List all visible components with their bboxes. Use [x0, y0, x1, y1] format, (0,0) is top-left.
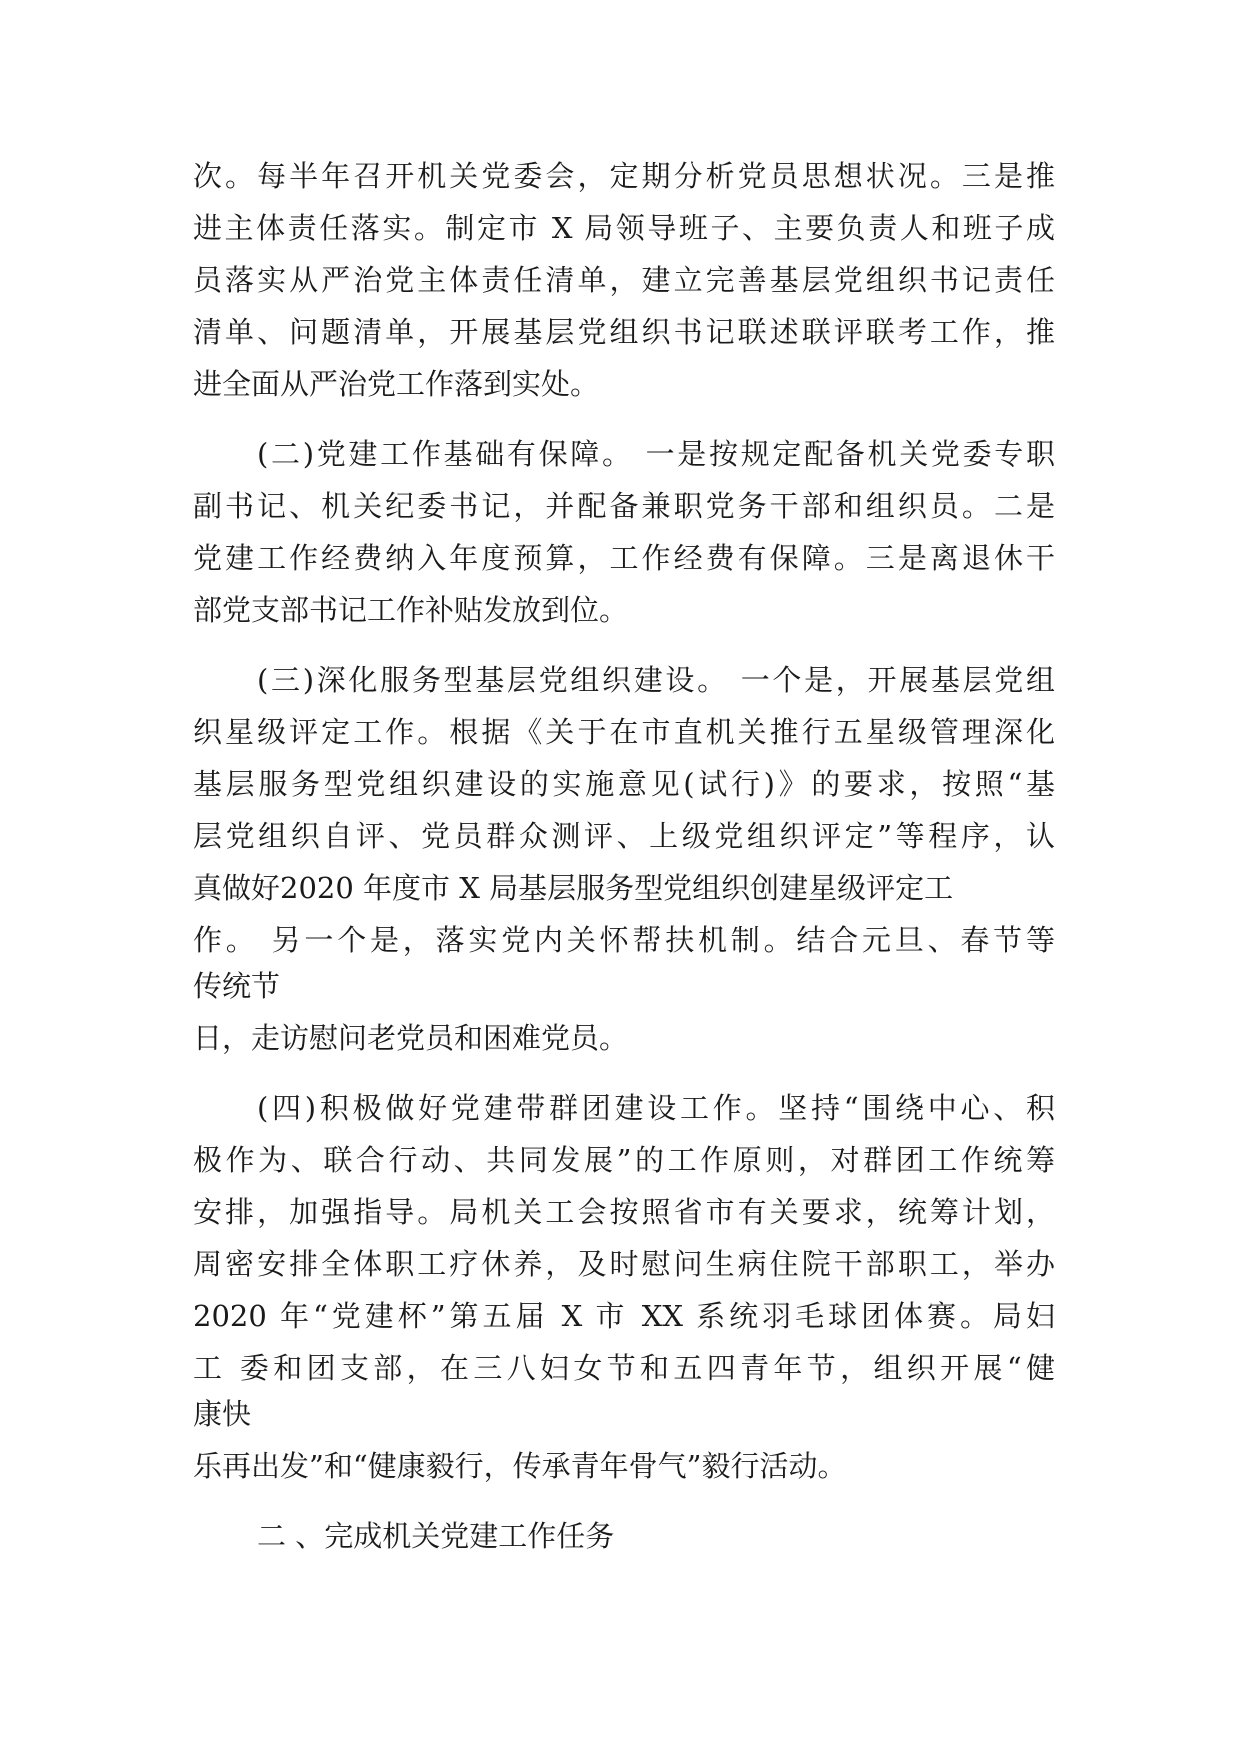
text-line: 进全面从严治党工作落到实处。	[193, 367, 600, 401]
text-line: 传统节	[193, 969, 281, 1003]
text-line: 次。每半年召开机关党委会，定期分析党员思想状况。三是推	[193, 159, 1055, 193]
paragraph-heading-3: (三)深化服务型基层党组织建设。 一个是，开展基层党组	[257, 663, 1055, 697]
text-line: 进主体责任落实。制定市 X 局领导班子、主要负责人和班子成	[193, 211, 1055, 245]
paragraph-heading-4: (四)积极做好党建带群团建设工作。坚持“围绕中心、积	[257, 1091, 1055, 1125]
paragraph-heading-2: (二)党建工作基础有保障。 一是按规定配备机关党委专职	[257, 437, 1055, 471]
text-line: 安排，加强指导。局机关工会按照省市有关要求，统筹计划，	[193, 1195, 1055, 1229]
text-line: 层党组织自评、党员群众测评、上级党组织评定”等程序，认	[193, 819, 1055, 853]
text-line: 基层服务型党组织建设的实施意见(试行)》的要求，按照“基	[193, 767, 1055, 801]
text-line: 真做好2020 年度市 X 局基层服务型党组织创建星级评定工	[193, 871, 954, 905]
text-line: 2020 年“党建杯”第五届 X 市 XX 系统羽毛球团体赛。局妇	[193, 1299, 1055, 1333]
text-line: 员落实从严治党主体责任清单，建立完善基层党组织书记责任	[193, 263, 1055, 297]
text-line: 康快	[193, 1397, 252, 1431]
text-line: 工 委和团支部，在三八妇女节和五四青年节，组织开展“健	[193, 1351, 1055, 1385]
section-heading: 二 、完成机关党建工作任务	[257, 1519, 615, 1553]
text-line: 极作为、联合行动、共同发展”的工作原则，对群团工作统筹	[193, 1143, 1055, 1177]
text-line: 乐再出发”和“健康毅行，传承青年骨气”毅行活动。	[193, 1449, 847, 1483]
text-line: 日，走访慰问老党员和困难党员。	[193, 1021, 629, 1055]
text-line: 清单、问题清单，开展基层党组织书记联述联评联考工作，推	[193, 315, 1055, 349]
text-line: 副书记、机关纪委书记，并配备兼职党务干部和组织员。二是	[193, 489, 1055, 523]
text-line: 周密安排全体职工疗休养，及时慰问生病住院干部职工，举办	[193, 1247, 1055, 1281]
text-line: 作。 另一个是，落实党内关怀帮扶机制。结合元旦、春节等	[193, 923, 1055, 957]
text-line: 部党支部书记工作补贴发放到位。	[193, 593, 629, 627]
text-line: 党建工作经费纳入年度预算，工作经费有保障。三是离退休干	[193, 541, 1055, 575]
text-line: 织星级评定工作。根据《关于在市直机关推行五星级管理深化	[193, 715, 1055, 749]
